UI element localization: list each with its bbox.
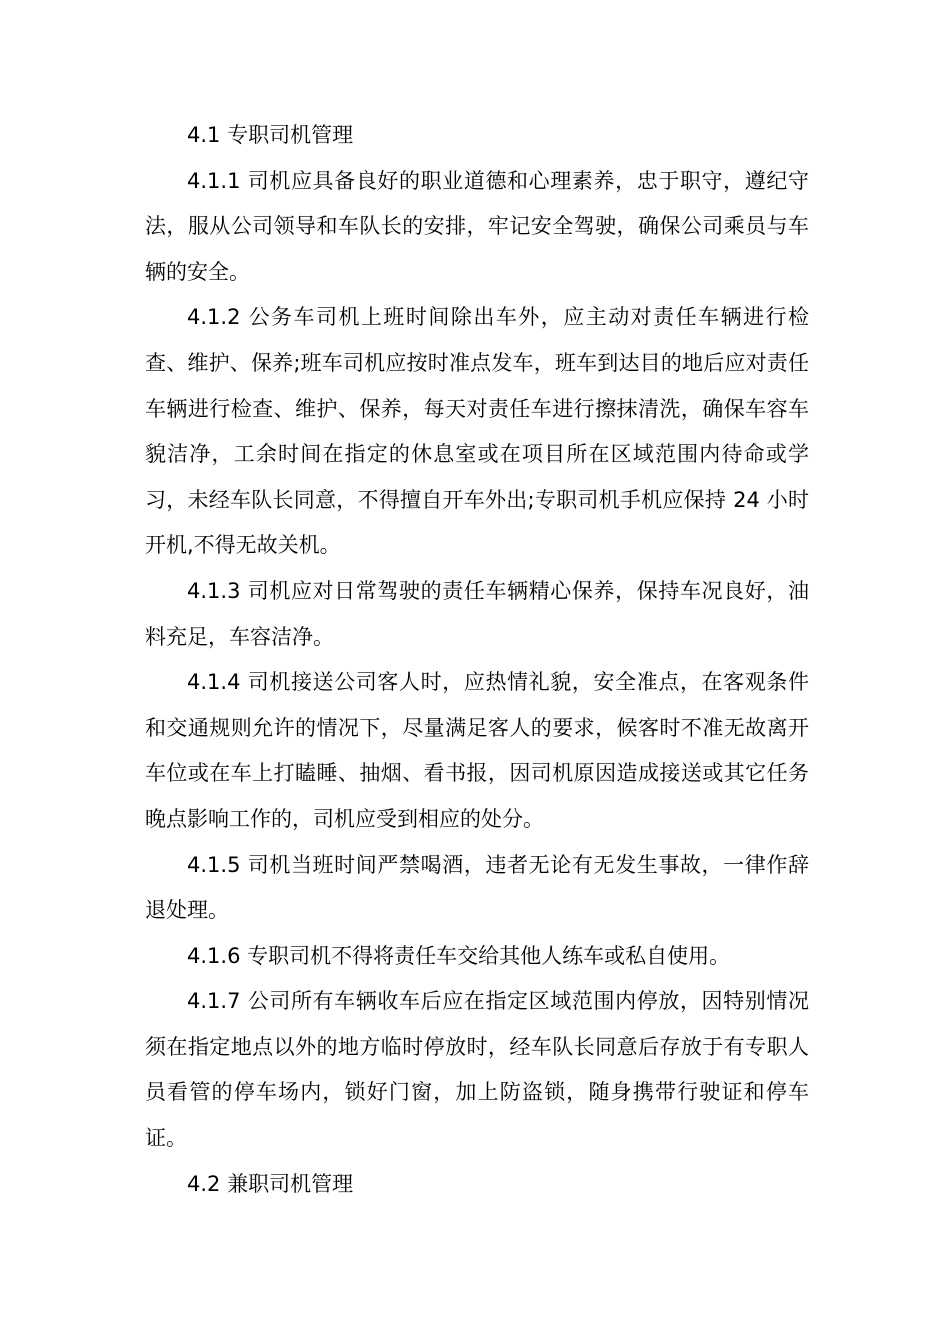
clause-4-1-6: 4.1.6 专职司机不得将责任车交给其他人练车或私自使用。: [187, 943, 731, 968]
section-heading-4-2: 4.2 兼职司机管理: [187, 1171, 354, 1196]
section-heading-4-1: 4.1 专职司机管理: [187, 123, 354, 147]
clause-4-1-1: 4.1.1 司机应具备良好的职业道德和心理素养，忠于职守，遵纪守法，服从公司领导和车队长的安排，牢记安全驾驶，确保公司乘员与车辆的安全。: [145, 168, 809, 284]
clause-4-1-2: 4.1.2 公务车司机上班时间除出车外，应主动对责任车辆进行检查、维护、保养;班车司机应按时准点发车，班车到达目的地后应对责任车辆进行检查、维护、保养，每天对责任车进行擦抹清洗，确保车容车貌洁净，工余时间在指定的休息室或在项目所在区域范围内待命或学习，未经车队长同意，不得擅自开车外出;专职司机手机应保持 24 小时开机,不得无故关机。: [145, 305, 809, 558]
clause-4-1-7: 4.1.7 公司所有车辆收车后应在指定区域范围内停放，因特别情况须在指定地点以外的地方临时停放时，经车队长同意后存放于有专职人员看管的停车场内，锁好门窗，加上防盗锁，随身携带行驶证和停车证。: [145, 989, 809, 1151]
clause-4-1-4: 4.1.4 司机接送公司客人时，应热情礼貌，安全准点，在客观条件和交通规则允许的情况下，尽量满足客人的要求，候客时不准无故离开车位或在车上打瞌睡、抽烟、看书报，因司机原因造成接送或其它任务晚点影响工作的，司机应受到相应的处分。: [145, 670, 809, 831]
clause-4-1-3: 4.1.3 司机应对日常驾驶的责任车辆精心保养，保持车况良好，油料充足，车容洁净。: [145, 578, 809, 649]
document-body: [145, 113, 809, 1207]
clause-4-1-5: 4.1.5 司机当班时间严禁喝酒，违者无论有无发生事故，一律作辞退处理。: [145, 852, 809, 923]
